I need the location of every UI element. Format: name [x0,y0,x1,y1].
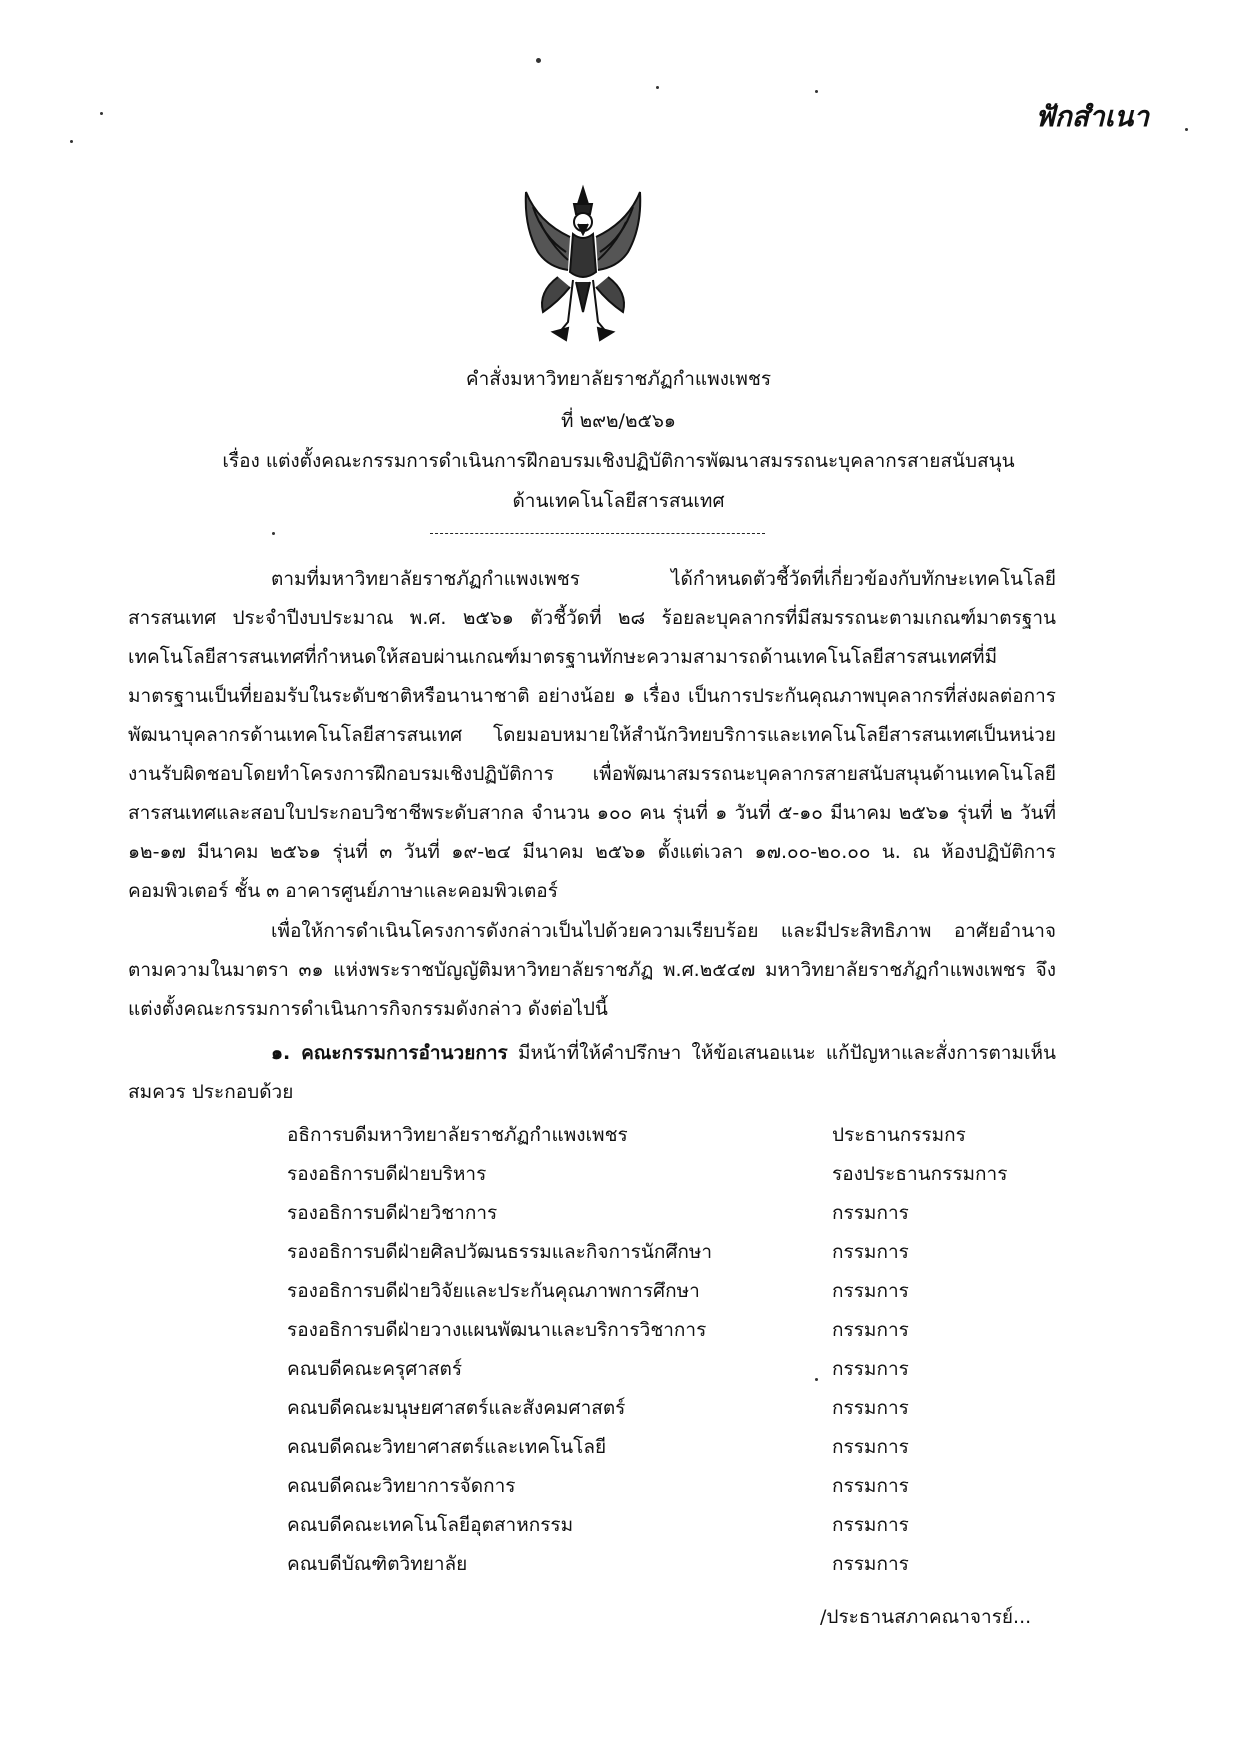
member-role: กรรมการ [832,1358,909,1380]
member-role: รองประธานกรรมการ [832,1163,1008,1185]
order-number: ที่ ๒๙๒/๒๕๖๑ [561,410,676,432]
scan-speck [815,1378,818,1381]
member-name: อธิการบดีมหาวิทยาลัยราชภัฏกำแพงเพชร [287,1124,628,1146]
member-row [0,1549,1237,1588]
member-name: รองอธิการบดีฝ่ายศิลปวัฒนธรรมและกิจการนักศึกษา [287,1241,713,1263]
member-row [0,1159,1237,1198]
member-row [0,1276,1237,1315]
member-role: กรรมการ [832,1553,909,1575]
member-name: คณบดีบัณฑิตวิทยาลัย [287,1553,468,1575]
member-row [0,1432,1237,1471]
member-row [0,1198,1237,1237]
member-name: คณบดีคณะมนุษยศาสตร์และสังคมศาสตร์ [287,1397,626,1419]
member-role: กรรมการ [832,1241,909,1263]
continuation-note: /ประธานสภาคณาจารย์... [820,1606,1032,1628]
scan-speck [272,532,275,535]
member-role: กรรมการ [832,1319,909,1341]
member-name: รองอธิการบดีฝ่ายบริหาร [287,1163,487,1185]
order-title: คำสั่งมหาวิทยาลัยราชภัฏกำแพงเพชร [465,368,772,390]
scan-speck [100,112,103,115]
scan-speck [815,90,818,93]
member-role: กรรมการ [832,1436,909,1458]
section1-text: มีหน้าที่ให้คำปรึกษา ให้ข้อเสนอแนะ แก้ปัญหาและสั่งการตามเห็นสมควร ประกอบด้วย [128,1042,1057,1103]
order-subject-line2: ด้านเทคโนโลยีสารสนเทศ [512,490,725,512]
member-role: ประธานกรรมกร [832,1124,966,1146]
member-row [0,1354,1237,1393]
member-row [0,1315,1237,1354]
member-role: กรรมการ [832,1280,909,1302]
member-row [0,1471,1237,1510]
member-role: กรรมการ [832,1397,909,1419]
member-row [0,1510,1237,1549]
order-subject: เรื่อง แต่งตั้งคณะกรรมการดำเนินการฝึกอบรมเชิงปฏิบัติการพัฒนาสมรรถนะบุคลากรสายสนับสนุน [222,450,1015,472]
member-row [0,1393,1237,1432]
scan-speck [1185,128,1188,131]
member-name: รองอธิการบดีฝ่ายวิจัยและประกันคุณภาพการศึกษา [287,1280,700,1302]
scan-speck [656,86,659,89]
member-role: กรรมการ [832,1514,909,1536]
member-name: คณบดีคณะเทคโนโลยีอุตสาหกรรม [287,1514,574,1536]
member-name: คณบดีคณะวิทยาการจัดการ [287,1475,516,1497]
member-name: คณบดีคณะครุศาสตร์ [287,1358,463,1380]
member-row [0,1120,1237,1159]
scan-speck [70,140,73,143]
paragraph-authority: เพื่อให้การดำเนินโครงการดังกล่าวเป็นไปด้วยความเรียบร้อย และมีประสิทธิภาพ อาศัยอำนาจตามความในมาตรา ๓๑ แห่งพระราชบัญญัติมหาวิทยาลัยราชภัฏ พ.ศ.๒๕๔๗ มหาวิทยาลัยราชภัฏกำแพงเพชร จึงแต่งตั้งคณะกรรมการดำเนินการกิจกรรมดังกล่าว ดังต่อไปนี้ [128,920,1056,1020]
member-name: คณบดีคณะวิทยาศาสตร์และเทคโนโลยี [287,1436,607,1458]
section1-heading: ๑. คณะกรรมการอำนวยการ [271,1042,508,1064]
garuda-emblem-icon [518,182,648,347]
member-name: รองอธิการบดีฝ่ายวางแผนพัฒนาและบริการวิชาการ [287,1319,707,1341]
corner-stamp: ฟักสำเนา [1034,100,1149,133]
member-row [0,1237,1237,1276]
member-role: กรรมการ [832,1202,909,1224]
section1-paragraph [128,1034,1056,1112]
divider [430,533,765,534]
member-name: รองอธิการบดีฝ่ายวิชาการ [287,1202,498,1224]
scan-speck [536,58,541,63]
paragraph-background: ตามที่มหาวิทยาลัยราชภัฏกำแพงเพชร ได้กำหนดตัวชี้วัดที่เกี่ยวข้องกับทักษะเทคโนโลยีสารสนเทศ ประจำปีงบประมาณ พ.ศ. ๒๕๖๑ ตัวชี้วัดที่ ๒๘ ร้อยละบุคลากรที่มีสมรรถนะตามเกณฑ์มาตรฐานเทคโนโลยีสารสนเทศที่กำหนดให้สอบผ่านเกณฑ์มาตรฐานทักษะความสามารถด้านเทคโนโลยีสารสนเทศที่มีมาตรฐานเป็นที่ยอมรับในระดับชาติหรือนานาชาติ อย่างน้อย ๑ เรื่อง เป็นการประกันคุณภาพบุคลากรที่ส่งผลต่อการพัฒนาบุคลากรด้านเทคโนโลยีสารสนเทศ โดยมอบหมายให้สำนักวิทยบริการและเทคโนโลยีสารสนเทศเป็นหน่วยงานรับผิดชอบโดยทำโครงการฝึกอบรมเชิงปฏิบัติการ เพื่อพัฒนาสมรรถนะบุคลากรสายสนับสนุนด้านเทคโนโลยีสารสนเทศและสอบใบประกอบวิชาชีพระดับสากล จำนวน ๑๐๐ คน รุ่นที่ ๑ วันที่ ๕-๑๐ มีนาคม ๒๕๖๑ รุ่นที่ ๒ วันที่ ๑๒-๑๗ มีนาคม ๒๕๖๑ รุ่นที่ ๓ วันที่ ๑๙-๒๔ มีนาคม ๒๕๖๑ ตั้งแต่เวลา ๑๗.๐๐-๒๐.๐๐ น. ณ ห้องปฏิบัติการคอมพิวเตอร์ ชั้น ๓ อาคารศูนย์ภาษาและคอมพิวเตอร์ [128,568,1056,902]
member-role: กรรมการ [832,1475,909,1497]
